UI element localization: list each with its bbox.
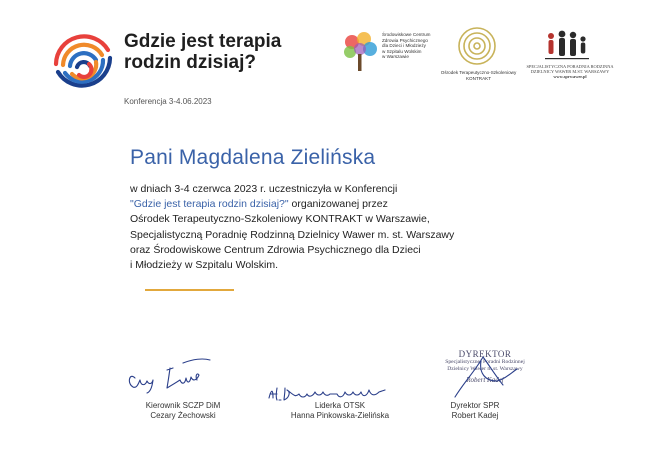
scz-logo-text — [382, 32, 442, 60]
conference-quote: "Gdzie jest terapia rodzin dzisiaj?" — [130, 198, 289, 211]
signatory-role: Kierownik SCZP DiM — [145, 401, 221, 410]
scz-line: w Szpitalu Wolskim — [382, 48, 422, 54]
stamp-title: DYREKTOR — [458, 349, 512, 359]
signatory-block — [420, 401, 530, 421]
scz-line: Środowiskowe Centrum — [382, 32, 431, 37]
certificate-body — [130, 182, 550, 273]
body-line-rest: organizowanej przez — [288, 198, 388, 211]
stamp-line: Specjalistycznej Poradni Rodzinnej — [445, 359, 525, 365]
signatory-name: Hanna Pinkowska-Zielińska — [290, 411, 390, 420]
scz-line: Zdrowia Psychicznego — [382, 37, 428, 43]
scz-line: dla Dzieci i Młodzieży — [382, 43, 426, 49]
spr-url: www.sprwawer.pl — [553, 74, 587, 80]
signatory-role: Liderka OTSK — [314, 401, 366, 410]
kontrakt-label: Ośrodek Terapeutyczno-Szkoleniowy KONTRAKT — [440, 70, 517, 81]
stamp-name: Robert Kadej — [466, 376, 504, 384]
signatory-block — [128, 401, 238, 421]
signature-zechowski — [125, 358, 220, 394]
body-line: w dniach 3-4 czerwca 2023 r. uczestniczyła w Konferencji — [130, 183, 398, 195]
director-stamp — [415, 349, 555, 401]
conference-date: Konferencja 3-4.06.2023 — [124, 97, 212, 106]
family-figures-icon — [545, 28, 589, 62]
spr-line: SPECJALISTYCZNA PORADNIA RODZINNA — [526, 64, 614, 69]
signature-kadej — [445, 351, 535, 399]
conference-logo — [50, 28, 118, 96]
signatory-block — [270, 401, 410, 421]
tree-logo-icon — [340, 30, 380, 74]
signatory-name: Cezary Żechowski — [150, 411, 216, 420]
signatory-role: Dyrektor SPR — [450, 401, 500, 410]
body-line: Specjalistyczną Poradnię Rodzinną Dzielnicy Wawer m. st. Warszawy — [130, 228, 455, 241]
spr-line: DZIELNICY WAWER M.ST. WARSZAWY — [530, 69, 610, 75]
body-line: oraz Środowiskowe Centrum Zdrowia Psychicznego dla Dzieci — [130, 243, 421, 256]
body-line: i Młodzieży w Szpitalu Wolskim. — [130, 259, 279, 272]
body-line: Ośrodek Terapeutyczno-Szkoleniowy KONTRAKT w Warszawie, — [130, 213, 430, 226]
stamp-line: Dzielnicy Wawer m.st. Warszawy — [447, 365, 523, 372]
signatory-name: Robert Kadej — [451, 411, 499, 420]
conference-title: Gdzie jest terapia rodzin dzisiaj? — [124, 31, 282, 73]
spr-logo-text — [524, 64, 616, 80]
scz-line: w Warszawie — [382, 54, 409, 60]
kontrakt-seal-icon — [457, 26, 497, 66]
recipient-name: Pani Magdalena Zielińska — [130, 146, 376, 169]
gold-divider — [145, 289, 234, 291]
body-line — [130, 197, 550, 212]
